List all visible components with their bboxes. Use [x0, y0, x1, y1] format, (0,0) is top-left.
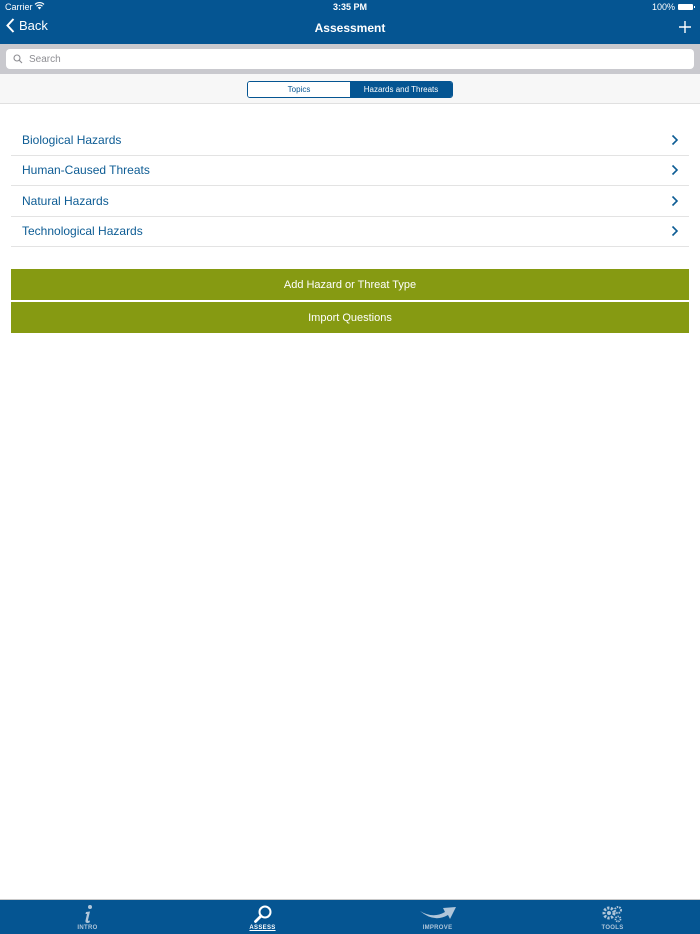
- import-questions-button[interactable]: Import Questions: [11, 302, 689, 333]
- tab-assess[interactable]: [175, 900, 350, 934]
- carrier-label: Carrier: [5, 2, 33, 12]
- chevron-right-icon: [671, 134, 679, 146]
- tab-label: ASSESS: [249, 925, 276, 931]
- header: [0, 0, 700, 44]
- tab-label: IMPROVE: [422, 925, 453, 931]
- tab-topics[interactable]: Topics: [248, 82, 350, 97]
- hazard-list: [11, 125, 689, 247]
- status-bar: [0, 0, 700, 14]
- chevron-right-icon: [671, 225, 679, 237]
- search-input[interactable]: [6, 49, 694, 69]
- list-item-label: Human-Caused Threats: [22, 163, 150, 178]
- nav-bar: [0, 14, 700, 44]
- add-button[interactable]: [678, 20, 692, 39]
- tab-label: TOOLS: [601, 925, 624, 931]
- tab-intro[interactable]: [0, 900, 175, 934]
- plus-icon: [678, 20, 692, 34]
- chevron-right-icon: [671, 195, 679, 207]
- tab-bar: [0, 899, 700, 934]
- list-item-label: Technological Hazards: [22, 224, 143, 239]
- list-item[interactable]: [11, 186, 689, 217]
- tab-hazards-and-threats[interactable]: Hazards and Threats: [350, 82, 452, 97]
- list-item-label: Biological Hazards: [22, 132, 122, 147]
- chevron-right-icon: [671, 164, 679, 176]
- tab-tools[interactable]: [525, 900, 700, 934]
- page-title: Assessment: [314, 21, 386, 35]
- list-item-label: Natural Hazards: [22, 193, 109, 208]
- list-item[interactable]: [11, 125, 689, 156]
- battery-percent: 100%: [651, 2, 675, 12]
- back-label: Back: [19, 18, 48, 33]
- arrow-icon: [419, 903, 457, 925]
- list-item[interactable]: [11, 156, 689, 187]
- tab-label: INTRO: [77, 925, 98, 931]
- info-icon: [81, 903, 95, 925]
- search-placeholder: Search: [29, 53, 61, 65]
- gears-icon: [601, 903, 625, 925]
- magnifier-icon: [253, 903, 273, 925]
- search-bar: [0, 44, 700, 74]
- battery-icon: [678, 4, 693, 10]
- search-icon: [13, 54, 23, 64]
- list-item[interactable]: [11, 217, 689, 248]
- tab-improve[interactable]: [350, 900, 525, 934]
- segmented-control: [247, 81, 453, 98]
- add-hazard-button[interactable]: Add Hazard or Threat Type: [11, 269, 689, 300]
- segment-area: [0, 74, 700, 104]
- clock: 3:35 PM: [332, 2, 367, 12]
